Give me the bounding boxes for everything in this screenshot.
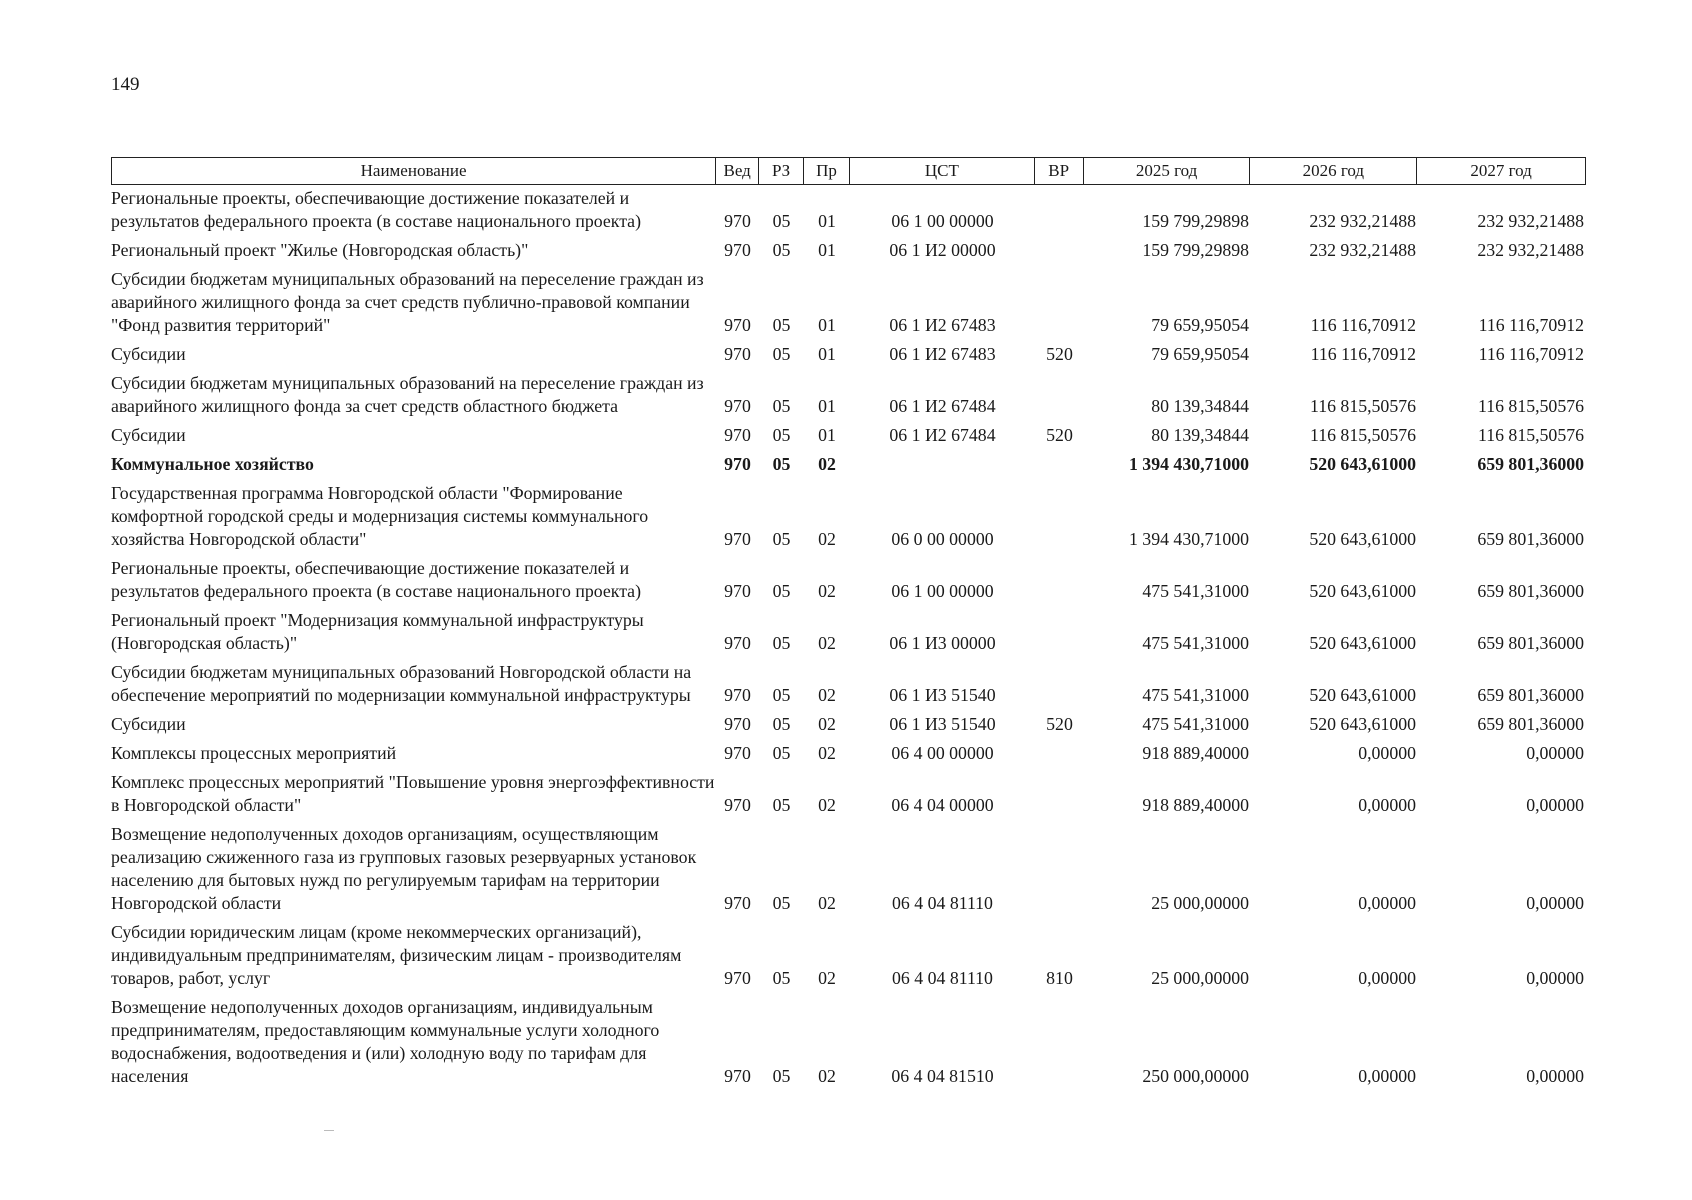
cell-cst: 06 4 04 81510 (891, 1066, 994, 1086)
cell-pr: 02 (818, 893, 836, 913)
cell-cst: 06 1 И2 67484 (889, 425, 996, 445)
header-cst: ЦСТ (850, 158, 1035, 184)
cell-ved: 970 (724, 581, 751, 601)
cell-y2027: 116 815,50576 (1477, 396, 1584, 416)
cell-y2027: 0,00000 (1526, 893, 1584, 913)
cell-pr: 02 (818, 581, 836, 601)
header-vr: ВР (1035, 158, 1084, 184)
cell-y2027: 659 801,36000 (1477, 714, 1584, 734)
cell-cst: 06 1 И2 67484 (889, 396, 996, 416)
cell-ved: 970 (724, 743, 751, 763)
cell-ved: 970 (724, 529, 751, 549)
cell-y2026: 520 643,61000 (1309, 529, 1416, 549)
cell-name: Региональные проекты, обеспечивающие достижение показателей и результатов федерального проекта (в составе национального проекта) (111, 558, 641, 601)
cell-pr: 02 (818, 743, 836, 763)
cell-vr: 520 (1046, 714, 1073, 734)
cell-name: Возмещение недополученных доходов организациям, осуществляющим реализацию сжиженного газа из групповых газовых резервуарных установок населению для бытовых нужд по регулируемым тарифам на территории Новгородской области (111, 824, 697, 913)
cell-vr: 810 (1046, 968, 1073, 988)
cell-name: Возмещение недополученных доходов организациям, индивидуальным предпринимателям, предоставляющим коммунальные услуги холодного водоснабжения, водоотведения и (или) холодную воду по тарифам для населения (111, 997, 660, 1086)
cell-y2026: 520 643,61000 (1309, 454, 1416, 474)
table-row (111, 268, 1586, 343)
cell-ved: 970 (724, 633, 751, 653)
cell-name: Комплексы процессных мероприятий (111, 743, 397, 763)
cell-y2027: 659 801,36000 (1477, 581, 1584, 601)
cell-y2025: 475 541,31000 (1142, 581, 1249, 601)
cell-y2027: 659 801,36000 (1477, 633, 1584, 653)
scan-mark (324, 1130, 334, 1131)
cell-cst: 06 4 04 81110 (892, 893, 993, 913)
cell-name: Субсидии бюджетам муниципальных образований на переселение граждан из аварийного жилищного фонда за счет средств публично-правовой компании "Фонд развития территорий" (111, 269, 704, 335)
cell-name: Субсидии (111, 425, 186, 445)
table-header (111, 157, 1586, 185)
cell-cst: 06 1 00 00000 (891, 581, 994, 601)
cell-rz: 05 (772, 425, 791, 445)
cell-y2027: 0,00000 (1526, 1066, 1584, 1086)
cell-y2026: 116 815,50576 (1309, 425, 1416, 445)
cell-rz: 05 (772, 743, 791, 763)
cell-pr: 02 (818, 714, 836, 734)
cell-y2025: 918 889,40000 (1142, 743, 1249, 763)
cell-cst: 06 1 И2 67483 (889, 344, 996, 364)
cell-y2026: 520 643,61000 (1309, 714, 1416, 734)
table-row (111, 771, 1586, 823)
cell-pr: 02 (818, 795, 836, 815)
table-row (111, 343, 1586, 372)
cell-rz: 05 (772, 795, 791, 815)
cell-rz: 05 (772, 344, 791, 364)
table-row (111, 609, 1586, 661)
cell-name: Субсидии (111, 714, 186, 734)
cell-pr: 02 (818, 968, 836, 988)
cell-pr: 02 (818, 685, 836, 705)
cell-ved: 970 (724, 344, 751, 364)
cell-ved: 970 (724, 968, 751, 988)
cell-y2027: 659 801,36000 (1477, 685, 1584, 705)
cell-y2025: 250 000,00000 (1142, 1066, 1249, 1086)
cell-pr: 02 (818, 529, 836, 549)
cell-pr: 02 (818, 1066, 836, 1086)
cell-name: Комплекс процессных мероприятий "Повышение уровня энергоэффективности в Новгородской области" (111, 772, 715, 815)
cell-y2027: 232 932,21488 (1477, 211, 1584, 231)
cell-rz: 05 (772, 396, 791, 416)
cell-rz: 05 (772, 581, 791, 601)
table-row (111, 557, 1586, 609)
cell-pr: 01 (818, 240, 836, 260)
cell-pr: 01 (818, 344, 836, 364)
cell-rz: 05 (772, 454, 791, 474)
cell-y2027: 659 801,36000 (1477, 454, 1584, 474)
cell-y2025: 918 889,40000 (1142, 795, 1249, 815)
page-number: 149 (111, 74, 140, 95)
cell-ved: 970 (724, 240, 751, 260)
header-2025: 2025 год (1084, 158, 1251, 184)
cell-rz: 05 (772, 315, 791, 335)
cell-y2025: 80 139,34844 (1151, 425, 1249, 445)
cell-y2027: 232 932,21488 (1477, 240, 1584, 260)
cell-y2026: 116 815,50576 (1309, 396, 1416, 416)
table-row (111, 482, 1586, 557)
header-2027: 2027 год (1470, 161, 1532, 180)
header-ved: Вед (716, 158, 759, 184)
cell-rz: 05 (772, 211, 791, 231)
table-row (111, 742, 1586, 771)
table-row (111, 372, 1586, 424)
cell-ved: 970 (724, 893, 751, 913)
cell-cst: 06 4 00 00000 (891, 743, 994, 763)
cell-y2026: 232 932,21488 (1309, 211, 1416, 231)
cell-name: Субсидии бюджетам муниципальных образований на переселение граждан из аварийного жилищного фонда за счет средств областного бюджета (111, 373, 704, 416)
table-row (111, 187, 1586, 239)
cell-rz: 05 (772, 529, 791, 549)
cell-y2025: 80 139,34844 (1151, 396, 1249, 416)
table-row (111, 921, 1586, 996)
cell-pr: 02 (818, 633, 836, 653)
cell-y2027: 116 116,70912 (1478, 344, 1584, 364)
table-body (111, 187, 1586, 1094)
cell-ved: 970 (724, 425, 751, 445)
table-row (111, 239, 1586, 268)
cell-ved: 970 (724, 1066, 751, 1086)
cell-y2025: 1 394 430,71000 (1128, 529, 1249, 549)
cell-ved: 970 (724, 795, 751, 815)
cell-pr: 01 (818, 396, 836, 416)
cell-ved: 970 (724, 396, 751, 416)
cell-cst: 06 0 00 00000 (891, 529, 994, 549)
cell-y2027: 116 116,70912 (1478, 315, 1584, 335)
header-name: Наименование (112, 158, 716, 184)
cell-rz: 05 (772, 240, 791, 260)
cell-name: Региональный проект "Модернизация коммунальной инфраструктуры (Новгородская область)" (111, 610, 644, 653)
cell-y2025: 159 799,29898 (1142, 211, 1249, 231)
cell-cst: 06 1 И2 00000 (889, 240, 996, 260)
cell-cst: 06 1 И3 51540 (889, 714, 996, 734)
table-row (111, 424, 1586, 453)
header-2026: 2026 год (1250, 158, 1417, 184)
cell-y2025: 475 541,31000 (1142, 685, 1249, 705)
cell-cst: 06 1 И2 67483 (889, 315, 996, 335)
table-row (111, 661, 1586, 713)
cell-y2025: 1 394 430,71000 (1128, 454, 1249, 474)
cell-vr: 520 (1046, 344, 1073, 364)
cell-y2026: 232 932,21488 (1309, 240, 1416, 260)
cell-y2027: 116 815,50576 (1477, 425, 1584, 445)
cell-pr: 01 (818, 425, 836, 445)
cell-y2025: 475 541,31000 (1142, 714, 1249, 734)
header-pr: Пр (804, 158, 850, 184)
cell-y2025: 79 659,95054 (1151, 315, 1249, 335)
cell-y2026: 520 643,61000 (1309, 633, 1416, 653)
cell-pr: 01 (818, 211, 836, 231)
table-row (111, 713, 1586, 742)
cell-rz: 05 (772, 714, 791, 734)
cell-y2027: 0,00000 (1526, 743, 1584, 763)
cell-rz: 05 (772, 633, 791, 653)
cell-y2026: 0,00000 (1358, 893, 1416, 913)
cell-pr: 02 (818, 454, 836, 474)
table-row (111, 453, 1586, 482)
cell-y2026: 520 643,61000 (1309, 581, 1416, 601)
cell-pr: 01 (818, 315, 836, 335)
cell-cst: 06 1 И3 00000 (889, 633, 996, 653)
cell-name: Государственная программа Новгородской области "Формирование комфортной городской среды и модернизация системы коммунального хозяйства Новгородской области" (111, 483, 649, 549)
cell-y2025: 25 000,00000 (1151, 893, 1249, 913)
cell-ved: 970 (724, 714, 751, 734)
cell-cst: 06 1 И3 51540 (889, 685, 996, 705)
cell-ved: 970 (724, 454, 751, 474)
cell-y2026: 116 116,70912 (1310, 315, 1416, 335)
cell-y2026: 520 643,61000 (1309, 685, 1416, 705)
cell-rz: 05 (772, 685, 791, 705)
cell-y2027: 659 801,36000 (1477, 529, 1584, 549)
cell-y2025: 159 799,29898 (1142, 240, 1249, 260)
cell-y2026: 0,00000 (1358, 795, 1416, 815)
cell-vr: 520 (1046, 425, 1073, 445)
cell-name: Региональный проект "Жилье (Новгородская область)" (111, 240, 529, 260)
cell-y2026: 116 116,70912 (1310, 344, 1416, 364)
cell-y2026: 0,00000 (1358, 743, 1416, 763)
cell-y2025: 25 000,00000 (1151, 968, 1249, 988)
cell-y2027: 0,00000 (1526, 968, 1584, 988)
cell-name: Коммунальное хозяйство (111, 454, 314, 474)
cell-ved: 970 (724, 685, 751, 705)
cell-cst: 06 4 04 81110 (892, 968, 993, 988)
cell-y2026: 0,00000 (1358, 1066, 1416, 1086)
cell-name: Субсидии юридическим лицам (кроме некоммерческих организаций), индивидуальным предпринимателям, физическим лицам - производителям товаров, работ, услуг (111, 922, 682, 988)
cell-ved: 970 (724, 211, 751, 231)
cell-cst: 06 4 04 00000 (891, 795, 994, 815)
cell-name: Субсидии бюджетам муниципальных образований Новгородской области на обеспечение мероприятий по модернизации коммунальной инфраструктуры (111, 662, 692, 705)
cell-y2025: 79 659,95054 (1151, 344, 1249, 364)
table-row (111, 823, 1586, 921)
cell-y2025: 475 541,31000 (1142, 633, 1249, 653)
header-rz: РЗ (759, 158, 804, 184)
cell-y2027: 0,00000 (1526, 795, 1584, 815)
table-row (111, 996, 1586, 1094)
cell-rz: 05 (772, 1066, 791, 1086)
cell-ved: 970 (724, 315, 751, 335)
cell-name: Субсидии (111, 344, 186, 364)
cell-rz: 05 (772, 893, 791, 913)
cell-rz: 05 (772, 968, 791, 988)
cell-y2026: 0,00000 (1358, 968, 1416, 988)
cell-name: Региональные проекты, обеспечивающие достижение показателей и результатов федерального проекта (в составе национального проекта) (111, 188, 641, 231)
cell-cst: 06 1 00 00000 (891, 211, 994, 231)
